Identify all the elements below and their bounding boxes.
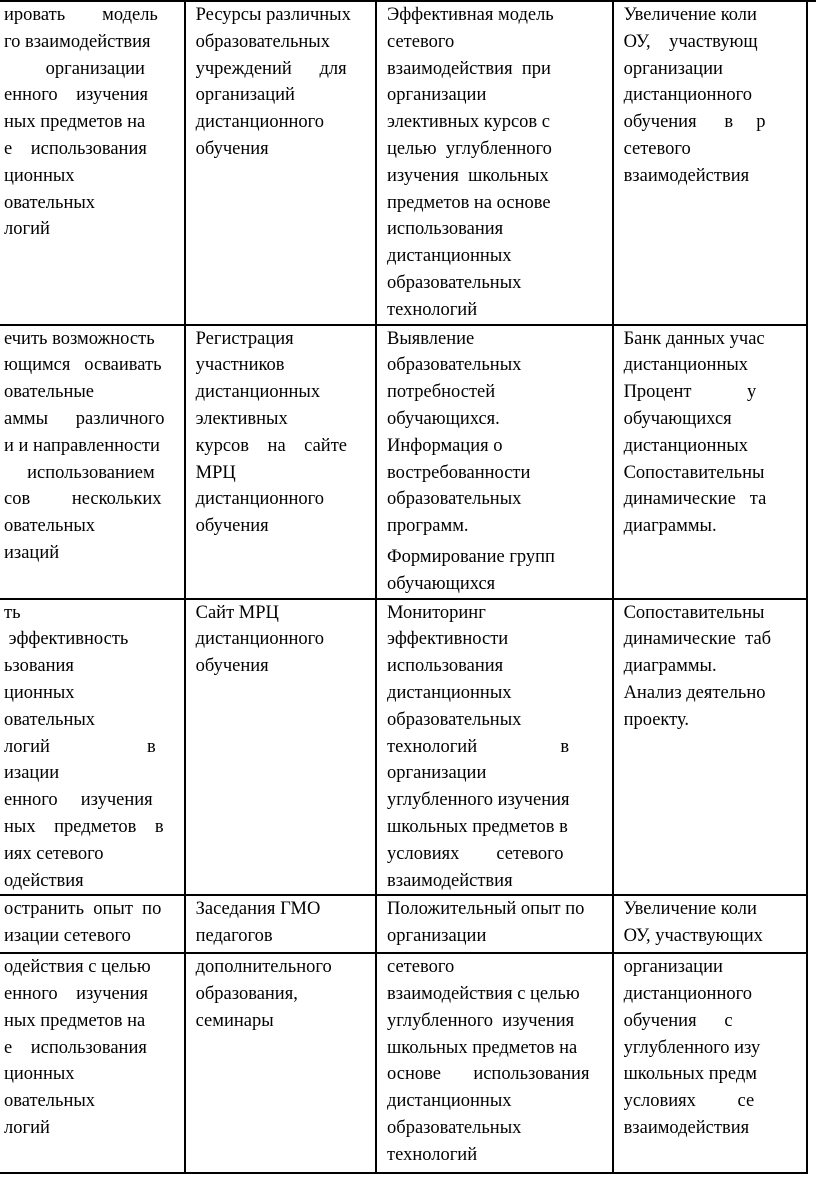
table-row — [0, 325, 807, 599]
cell-result — [376, 325, 613, 599]
cell-text-line: взаимодействия — [623, 165, 750, 186]
cell-task — [0, 325, 185, 599]
cell-text-line: енного изучения — [4, 790, 153, 811]
cell-text-line: ных предметов в — [4, 816, 164, 837]
cell-text-line: образовательных — [387, 1118, 522, 1139]
cell-text-line: Эффективная модель — [387, 5, 554, 25]
cell-text-line: Формирование групп — [387, 546, 555, 567]
cell-text-line: сетевого — [387, 31, 455, 52]
cell-task — [0, 1, 185, 325]
cell-text-line: дистанционного — [195, 629, 325, 650]
cell-text-line: диаграммы. — [623, 656, 717, 677]
cell-text-line: школьных предм — [623, 1064, 757, 1085]
cell-text-line: Сопоставительны — [623, 462, 765, 483]
cell-text-line: овательные — [4, 382, 94, 403]
cell-text-line: сетевого — [623, 138, 691, 159]
cell-text-line: Заседания ГМО — [195, 899, 321, 920]
cell-text-line: логий в — [4, 736, 156, 757]
table-row — [0, 1, 807, 325]
cell-text-line: обучающихся — [387, 573, 496, 594]
cell-text-line: элективных — [195, 408, 288, 429]
cell-text-line: семинары — [195, 1010, 274, 1031]
cell-text-line: обучения в р — [623, 112, 766, 133]
cell-text-line: аммы различного — [4, 408, 165, 429]
cell-text-line: предметов на основе — [387, 192, 551, 213]
cell-text-line: МРЦ — [195, 462, 236, 483]
cell-text-line: углубленного изучения — [387, 790, 570, 811]
cell-indicator — [613, 1, 807, 325]
cell-text-line: обучения — [195, 516, 269, 537]
cell-text-line: остранить опыт по — [4, 899, 162, 920]
cell-text-line: обучения — [195, 138, 269, 159]
table-row — [0, 895, 807, 953]
cell-text-line: взаимодействия — [623, 1118, 750, 1139]
cell-resources — [185, 895, 376, 953]
cell-text-line: Ресурсы различных — [195, 5, 351, 25]
cell-text-line: дистанционных — [623, 435, 749, 456]
cell-text-line: Увеличение коли — [623, 5, 757, 25]
cell-text-line: сов нескольких — [4, 489, 162, 510]
cell-text-line: и и направленности — [4, 435, 160, 456]
cell-text-line: енного изучения — [4, 85, 149, 106]
cell-resources — [185, 599, 376, 896]
cell-text-line: дистанционных — [387, 1091, 512, 1112]
cell-text-line: дополнительного — [195, 957, 332, 978]
cell-text-line: углубленного изу — [623, 1037, 761, 1058]
cell-text-line: использования — [387, 219, 504, 240]
cell-text-line: е использования — [4, 1037, 147, 1058]
cell-text-line: Регистрация — [195, 328, 294, 349]
cell-text-line: е использования — [4, 138, 147, 159]
cell-task — [0, 953, 185, 1173]
cell-text-line: технологий в — [387, 736, 570, 757]
cell-text-line: изации — [4, 763, 60, 784]
cell-text-line: учреждений для — [195, 58, 347, 79]
cell-text-line: организации — [4, 58, 145, 79]
cell-text-line: изации сетевого — [4, 926, 131, 947]
cell-text-line: образовательных — [387, 355, 522, 376]
cell-text-line: взаимодействия с целью — [387, 984, 580, 1005]
cell-text-line: образовательных — [195, 31, 330, 52]
cell-text-line: Анализ деятельно — [623, 682, 766, 703]
cell-text-line: ционных — [4, 682, 75, 703]
cell-text-line: Банк данных учас — [623, 328, 765, 349]
cell-text-line: углубленного изучения — [387, 1010, 575, 1031]
table-row — [0, 953, 807, 1173]
cell-text-line: ющимся осваивать — [4, 355, 162, 376]
cell-text-line: организаций — [195, 85, 295, 106]
cell-text-line: ных предметов на — [4, 1010, 146, 1031]
cell-text-line: дистанционного — [195, 112, 325, 133]
cell-text-line: организации — [623, 957, 723, 978]
cell-text-line: дистанционного — [623, 85, 752, 106]
cell-text-line: школьных предметов в — [387, 816, 568, 837]
cell-text-line: ьзования — [4, 656, 74, 677]
cell-text-line: Сопоставительны — [623, 602, 765, 623]
cell-text-line: дистанционных — [195, 382, 321, 403]
cell-task — [0, 895, 185, 953]
cell-text-line: Процент у — [623, 382, 757, 403]
cell-text-line: эффективности — [387, 629, 509, 650]
cell-text-line: ционных — [4, 1064, 75, 1085]
cell-text-line: образовательных — [387, 272, 522, 293]
cell-text-line: Сайт МРЦ — [195, 602, 279, 623]
cell-text-line: одействия с целью — [4, 957, 151, 978]
cell-text-line: педагогов — [195, 926, 273, 947]
cell-text-line: образовательных — [387, 709, 522, 730]
cell-text-line: эффективность — [4, 629, 129, 650]
cell-resources — [185, 325, 376, 599]
cell-text-line: организации — [623, 58, 723, 79]
cell-text-line: Выявление — [387, 328, 475, 349]
cell-text-line: овательных — [4, 516, 96, 537]
cell-text-line: образования, — [195, 984, 298, 1005]
cell-text-line: элективных курсов с — [387, 112, 551, 133]
cell-text-line: условиях сетевого — [387, 843, 564, 864]
cell-text-line: изучения школьных — [387, 165, 549, 186]
cell-result — [376, 953, 613, 1173]
cell-text-line: енного изучения — [4, 984, 149, 1005]
cell-text-line: программ. — [387, 516, 469, 537]
table-row — [0, 599, 807, 896]
cell-text-line: дистанционных — [387, 682, 512, 703]
cell-indicator — [613, 599, 807, 896]
cell-text-line: ть — [4, 602, 21, 623]
cell-text-line: го взаимодействия — [4, 31, 151, 52]
cell-text-line: использования — [387, 656, 504, 677]
cell-text-line: целью углубленного — [387, 138, 552, 159]
cell-text-line: Мониторинг — [387, 602, 486, 623]
cell-text-line: Увеличение коли — [623, 899, 757, 920]
cell-text-line: организации — [387, 926, 487, 947]
cell-text-line: курсов на сайте — [195, 435, 348, 456]
cell-text-line: технологий — [387, 1144, 478, 1165]
cell-text-line: условиях се — [623, 1091, 755, 1112]
cell-text-line: одействия — [4, 870, 84, 891]
cell-text-line: динамические та — [623, 489, 767, 510]
cell-text-line: дистанционного — [195, 489, 325, 510]
cell-text-line: ировать модель — [4, 5, 158, 25]
cell-resources — [185, 1, 376, 325]
cell-text-line: Положительный опыт по — [387, 899, 585, 920]
cell-result — [376, 1, 613, 325]
cell-text-line: дистанционного — [623, 984, 752, 1005]
cell-text-line: логий — [4, 219, 50, 240]
cell-text-line: дистанционных — [387, 246, 512, 267]
cell-text-line: дистанционных — [623, 355, 749, 376]
cell-text-line: ечить возможность — [4, 328, 155, 349]
cell-text-line: использованием — [4, 462, 155, 483]
cell-text-line: обучающихся — [623, 408, 732, 429]
cell-indicator — [613, 895, 807, 953]
cell-text-line: школьных предметов на — [387, 1037, 578, 1058]
cell-text-line: ОУ, участвующ — [623, 31, 758, 52]
cell-text-line: овательных — [4, 1091, 96, 1112]
cell-text-line: ОУ, участвующих — [623, 926, 763, 947]
cell-resources — [185, 953, 376, 1173]
cell-text-line: иях сетевого — [4, 843, 104, 864]
cell-text-line: обучения — [195, 656, 269, 677]
cell-text-line: организации — [387, 763, 487, 784]
cell-text-line: овательных — [4, 192, 96, 213]
cell-text-line: технологий — [387, 299, 478, 320]
cell-text-line: сетевого — [387, 957, 455, 978]
cell-text-line: востребованности — [387, 462, 531, 483]
cell-text-line: овательных — [4, 709, 96, 730]
cell-text-line: организации — [387, 85, 487, 106]
cell-text-line: динамические таб — [623, 629, 772, 650]
cell-text-line: Информация о — [387, 435, 503, 456]
cell-text-line: основе использования — [387, 1064, 590, 1085]
cell-text-line: взаимодействия — [387, 870, 513, 891]
cell-text-line: изаций — [4, 542, 60, 563]
cell-result — [376, 895, 613, 953]
cell-indicator — [613, 953, 807, 1173]
cell-text-line: обучения с — [623, 1010, 733, 1031]
cell-text-line: потребностей — [387, 382, 496, 403]
cell-task — [0, 599, 185, 896]
cell-text-line: ных предметов на — [4, 112, 146, 133]
cell-text-line: диаграммы. — [623, 516, 717, 537]
cell-text-line: обучающихся. — [387, 408, 500, 429]
cell-text-line: образовательных — [387, 489, 522, 510]
cell-text-line: ционных — [4, 165, 75, 186]
cell-result — [376, 599, 613, 896]
cell-text-line: участников — [195, 355, 285, 376]
cell-text-line: проекту. — [623, 709, 690, 730]
cell-text-line: взаимодействия при — [387, 58, 551, 79]
cell-text-line: логий — [4, 1118, 50, 1139]
cell-indicator — [613, 325, 807, 599]
